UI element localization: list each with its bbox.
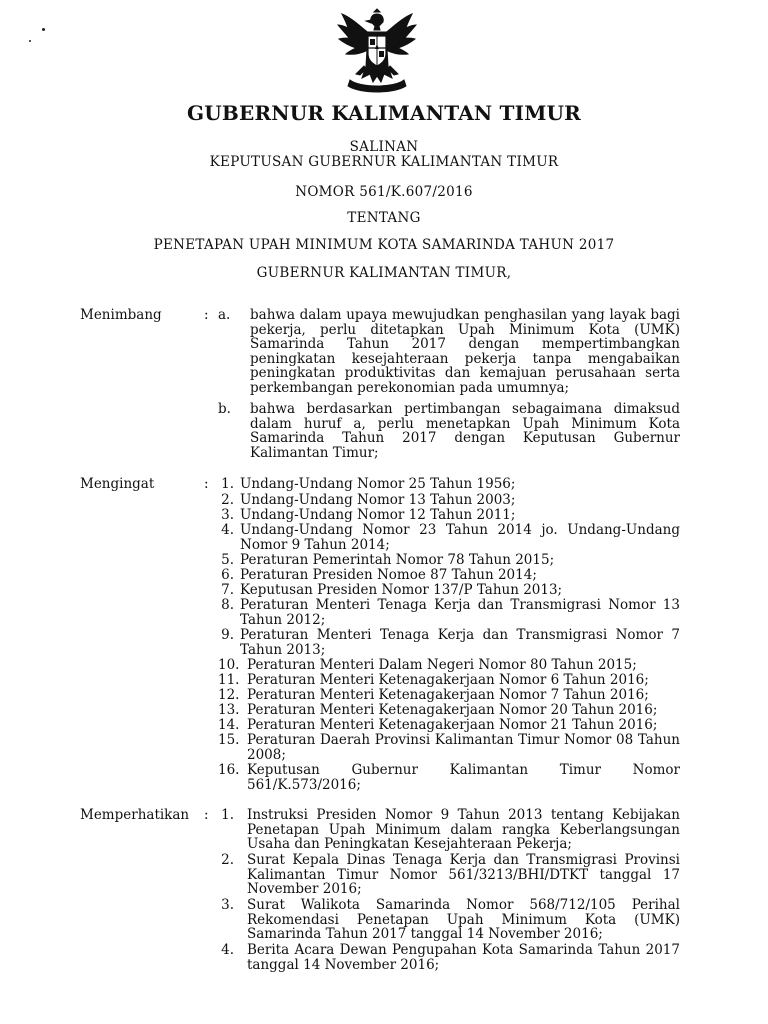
list-item (218, 943, 680, 972)
list-item (218, 402, 680, 460)
scan-speck (29, 40, 31, 42)
list-marker: 16. (218, 762, 240, 778)
decision-number: NOMOR 561/K.607/2016 (295, 184, 473, 200)
list-item (218, 763, 680, 792)
list-item (218, 523, 680, 552)
list-marker: 3. (221, 507, 234, 523)
list-marker: 11. (218, 672, 240, 688)
garuda-emblem-icon (334, 8, 420, 98)
list-item (218, 898, 680, 942)
list-item (218, 308, 680, 395)
list-text: Instruksi Presiden Nomor 9 Tahun 2013 tentang Kebijakan Penetapan Upah Minimum dalam rangka Keberlangsungan Usaha dan Peningkatan Kesejahteraan Pekerja; (247, 807, 680, 852)
list-text: Peraturan Menteri Ketenagakerjaan Nomor 21 Tahun 2016; (247, 717, 658, 733)
list-marker: 9. (221, 627, 234, 643)
tentang-label: TENTANG (347, 210, 421, 226)
list-item (218, 598, 680, 627)
list-text: Peraturan Presiden Nomoe 87 Tahun 2014; (240, 567, 537, 583)
decision-title: KEPUTUSAN GUBERNUR KALIMANTAN TIMUR (209, 154, 559, 170)
decision-subject: PENETAPAN UPAH MINIMUM KOTA SAMARINDA TAHUN 2017 (153, 237, 615, 253)
list-text: bahwa berdasarkan pertimbangan sebagaimana dimaksud dalam huruf a, perlu menetapkan Upah Minimum Kota Samarinda Tahun 2017 dengan Keputusan Gubernur Kalimantan Timur; (250, 401, 680, 461)
list-item (218, 553, 680, 568)
list-marker: a. (218, 307, 231, 323)
list-item (218, 808, 680, 852)
list-marker: 4. (221, 522, 234, 538)
list-marker: 1. (221, 476, 234, 492)
list-text: Keputusan Presiden Nomor 137/P Tahun 2013; (240, 582, 563, 598)
list-marker: 8. (221, 597, 234, 613)
list-marker: 13. (218, 702, 240, 718)
list-marker: 6. (221, 567, 234, 583)
list-marker: 7. (221, 582, 234, 598)
list-text: Peraturan Pemerintah Nomor 78 Tahun 2015; (240, 552, 555, 568)
list-item (218, 733, 680, 762)
list-item (218, 658, 680, 673)
section-colon: : (204, 307, 209, 323)
list-marker: b. (218, 401, 231, 417)
list-item (218, 508, 680, 523)
list-text: Keputusan Gubernur Kalimantan Timur Nomor 561/K.573/2016; (247, 762, 680, 793)
list-marker: 15. (218, 732, 240, 748)
list-marker: 14. (218, 717, 240, 733)
list-item (218, 628, 680, 657)
list-item (218, 718, 680, 733)
list-text: Undang-Undang Nomor 13 Tahun 2003; (240, 492, 516, 508)
list-text: Surat Walikota Samarinda Nomor 568/712/105 Perihal Rekomendasi Penetapan Upah Minimum Kota (UMK) Samarinda Tahun 2017 tanggal 14 November 2016; (247, 897, 680, 942)
issuer-line: GUBERNUR KALIMANTAN TIMUR, (256, 265, 512, 281)
list-item (218, 673, 680, 688)
list-marker: 2. (221, 492, 234, 508)
list-text: Undang-Undang Nomor 25 Tahun 1956; (240, 476, 516, 492)
list-text: Berita Acara Dewan Pengupahan Kota Samarinda Tahun 2017 tanggal 14 November 2016; (247, 942, 680, 973)
list-text: bahwa dalam upaya mewujudkan penghasilan yang layak bagi pekerja, perlu ditetapkan Upah Minimum Kota (UMK) Samarinda Tahun 2017 dengan mempertimbangkan peningkatan kesejahteraan pekerja tanpa mengabaikan peningkatan produktivitas dan kemajuan perusahaan serta perkembangan perekonomian pada umumnya; (250, 307, 680, 396)
list-text: Peraturan Daerah Provinsi Kalimantan Timur Nomor 08 Tahun 2008; (247, 732, 680, 763)
list-text: Undang-Undang Nomor 12 Tahun 2011; (240, 507, 516, 523)
list-marker: 12. (218, 687, 240, 703)
list-item (218, 568, 680, 583)
list-text: Peraturan Menteri Dalam Negeri Nomor 80 Tahun 2015; (247, 657, 637, 673)
list-marker: 2. (221, 852, 234, 868)
list-text: Surat Kepala Dinas Tenaga Kerja dan Transmigrasi Provinsi Kalimantan Timur Nomor 561/3213/BHI/DTKT tanggal 17 November 2016; (247, 852, 680, 897)
salinan-label: SALINAN (349, 139, 419, 155)
list-text: Undang-Undang Nomor 23 Tahun 2014 jo. Undang-Undang Nomor 9 Tahun 2014; (240, 522, 680, 553)
list-marker: 1. (221, 807, 234, 823)
list-text: Peraturan Menteri Ketenagakerjaan Nomor 7 Tahun 2016; (247, 687, 649, 703)
list-text: Peraturan Menteri Ketenagakerjaan Nomor 6 Tahun 2016; (247, 672, 649, 688)
section-label-menimbang: Menimbang (80, 307, 162, 323)
list-text: Peraturan Menteri Tenaga Kerja dan Transmigrasi Nomor 7 Tahun 2013; (240, 627, 680, 658)
list-item (218, 688, 680, 703)
section-colon: : (204, 807, 209, 823)
list-text: Peraturan Menteri Ketenagakerjaan Nomor 20 Tahun 2016; (247, 702, 658, 718)
list-item (218, 703, 680, 718)
scan-speck (42, 28, 45, 31)
list-marker: 10. (218, 657, 240, 673)
section-colon: : (204, 476, 209, 492)
list-marker: 3. (221, 897, 234, 913)
list-item (218, 493, 680, 508)
section-label-mengingat: Mengingat (80, 476, 155, 492)
list-item (218, 583, 680, 598)
list-text: Peraturan Menteri Tenaga Kerja dan Transmigrasi Nomor 13 Tahun 2012; (240, 597, 680, 628)
section-label-memperhatikan: Memperhatikan (80, 807, 190, 823)
list-item (218, 477, 680, 492)
list-item (218, 853, 680, 897)
document-heading: GUBERNUR KALIMANTAN TIMUR (186, 101, 582, 125)
list-marker: 4. (221, 942, 234, 958)
list-marker: 5. (221, 552, 234, 568)
